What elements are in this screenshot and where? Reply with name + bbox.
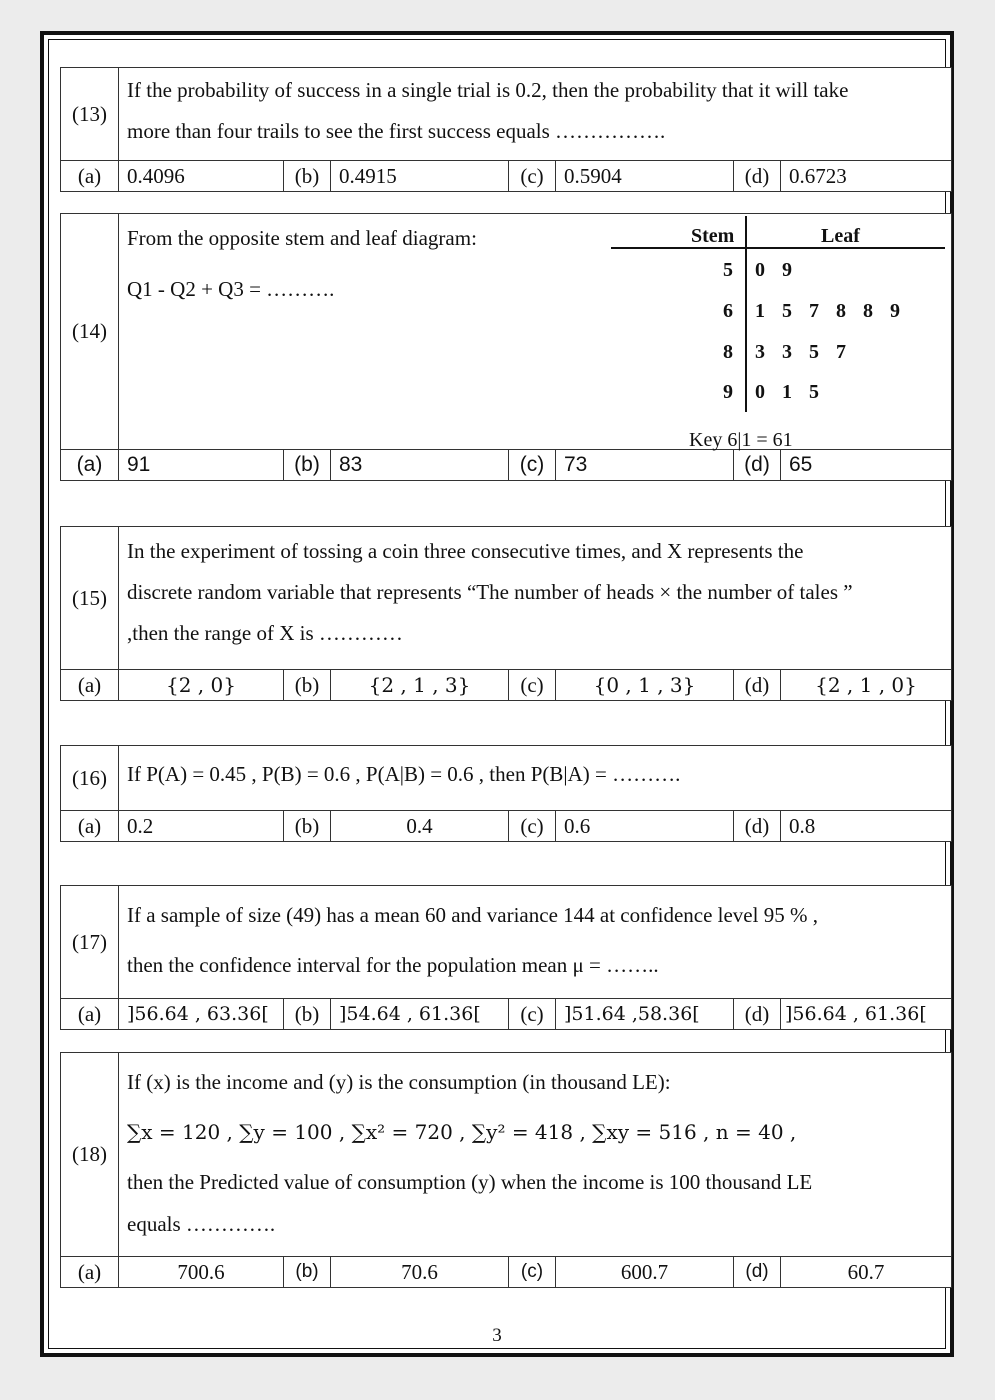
option-label-d: (d) xyxy=(734,450,781,480)
option-c[interactable]: {0 , 1 , 3} xyxy=(556,670,734,700)
question-14 xyxy=(60,213,952,481)
option-label-d: (d) xyxy=(734,999,781,1029)
option-b[interactable]: 0.4915 xyxy=(331,161,509,191)
header-divider xyxy=(611,247,945,249)
option-b[interactable]: 83 xyxy=(331,450,509,480)
question-text xyxy=(119,746,951,810)
option-b[interactable]: 0.4 xyxy=(331,811,509,841)
stem-leaf-row xyxy=(611,291,947,321)
stem-leaf-row xyxy=(611,332,947,362)
stem-header: Stem xyxy=(691,225,735,247)
option-label-a: (a) xyxy=(61,450,119,480)
answer-row xyxy=(61,999,951,1029)
answer-row xyxy=(61,450,951,480)
option-d[interactable]: {2 , 1 , 0} xyxy=(815,673,917,697)
page-inner-border xyxy=(48,39,946,1349)
option-c[interactable]: 0.5904 xyxy=(556,161,734,191)
question-line: If (x) is the income and (y) is the consumption (in thousand LE): xyxy=(127,1070,671,1094)
answer-row xyxy=(61,811,951,841)
option-label-c: (c) xyxy=(509,670,556,700)
option-label-b: (b) xyxy=(284,450,331,480)
stem-leaf-row xyxy=(611,250,947,280)
question-number: (18) xyxy=(61,1053,119,1256)
question-number: (15) xyxy=(61,527,119,669)
leaf-values: 0 1 5 xyxy=(755,381,825,403)
stem-value: 8 xyxy=(723,341,733,363)
question-text xyxy=(119,214,951,449)
question-text xyxy=(119,1053,951,1256)
question-line: more than four trails to see the first success equals ……………. xyxy=(127,119,666,143)
stem-leaf-diagram xyxy=(611,216,947,451)
option-a[interactable]: 0.4096 xyxy=(119,161,284,191)
question-line: then the Predicted value of consumption (y) when the income is 100 thousand LE xyxy=(127,1170,813,1194)
option-c[interactable]: ]51.64 ,58.36[ xyxy=(556,999,734,1029)
option-label-b: (b) xyxy=(284,999,331,1029)
option-label-d: (d) xyxy=(734,161,781,191)
question-number: (16) xyxy=(61,746,119,810)
page-number: 3 xyxy=(492,1325,502,1346)
option-d[interactable]: 0.8 xyxy=(789,813,816,838)
question-text xyxy=(119,886,951,998)
option-label-d: (d) xyxy=(734,1257,781,1287)
answer-row xyxy=(61,1257,951,1287)
option-c[interactable]: 0.6 xyxy=(556,811,734,841)
leaf-values: 0 9 xyxy=(755,259,798,281)
option-label-c: (c) xyxy=(509,1257,556,1287)
exam-page xyxy=(40,31,954,1357)
question-15 xyxy=(60,526,952,701)
option-label-d: (d) xyxy=(734,811,781,841)
leaf-values: 1 5 7 8 8 9 xyxy=(755,300,906,322)
option-label-a: (a) xyxy=(61,999,119,1029)
stem-leaf-row xyxy=(611,372,947,402)
leaf-header: Leaf xyxy=(821,225,860,247)
option-d[interactable]: 60.7 xyxy=(847,1259,885,1284)
option-a[interactable]: 700.6 xyxy=(119,1257,284,1287)
option-d[interactable]: 65 xyxy=(789,453,813,476)
question-13 xyxy=(60,67,952,192)
option-c[interactable]: 73 xyxy=(556,450,734,480)
question-line: If a sample of size (49) has a mean 60 and variance 144 at confidence level 95 % , xyxy=(127,903,818,927)
option-d[interactable]: ]56.64 , 61.36[ xyxy=(785,1003,927,1025)
stem-value: 6 xyxy=(723,300,733,322)
question-text xyxy=(119,527,951,669)
option-a[interactable]: 0.2 xyxy=(119,811,284,841)
option-d[interactable]: 0.6723 xyxy=(789,163,847,188)
question-line: From the opposite stem and leaf diagram: xyxy=(127,226,477,250)
question-line: Q1 - Q2 + Q3 = ………. xyxy=(127,277,335,301)
option-label-b: (b) xyxy=(284,811,331,841)
option-b[interactable]: {2 , 1 , 3} xyxy=(331,670,509,700)
option-label-a: (a) xyxy=(61,1257,119,1287)
question-line: equals …………. xyxy=(127,1212,276,1236)
stem-leaf-key: Key 6|1 = 61 xyxy=(689,429,793,451)
question-number: (13) xyxy=(61,68,119,160)
option-label-a: (a) xyxy=(61,670,119,700)
option-label-c: (c) xyxy=(509,999,556,1029)
option-a[interactable]: 91 xyxy=(119,450,284,480)
option-b[interactable]: ]54.64 , 61.36[ xyxy=(331,999,509,1029)
leaf-values: 3 3 5 7 xyxy=(755,341,852,363)
question-number: (14) xyxy=(61,214,119,449)
question-line: In the experiment of tossing a coin three consecutive times, and X represents the xyxy=(127,539,804,563)
option-label-a: (a) xyxy=(61,811,119,841)
question-line: discrete random variable that represents “The number of heads × the number of tales ” xyxy=(127,580,853,604)
option-label-b: (b) xyxy=(284,1257,331,1287)
option-label-c: (c) xyxy=(509,811,556,841)
question-17 xyxy=(60,885,952,1030)
question-line: ∑x = 120 , ∑y = 100 , ∑x² = 720 , ∑y² = 418 , ∑xy = 516 , n = 40 , xyxy=(127,1120,797,1144)
option-label-b: (b) xyxy=(284,161,331,191)
question-line: ,then the range of X is ………… xyxy=(127,621,403,645)
option-label-d: (d) xyxy=(734,670,781,700)
option-label-c: (c) xyxy=(509,450,556,480)
question-number: (17) xyxy=(61,886,119,998)
answer-row xyxy=(61,161,951,191)
question-line: If P(A) = 0.45 , P(B) = 0.6 , P(A|B) = 0.6 , then P(B|A) = ………. xyxy=(127,762,681,786)
answer-row xyxy=(61,670,951,700)
option-label-a: (a) xyxy=(61,161,119,191)
question-18 xyxy=(60,1052,952,1288)
stem-value: 5 xyxy=(723,259,733,281)
option-b[interactable]: 70.6 xyxy=(331,1257,509,1287)
question-line: If the probability of success in a single trial is 0.2, then the probability that it will take xyxy=(127,78,849,102)
option-a[interactable]: ]56.64 , 63.36[ xyxy=(119,999,284,1029)
question-line: then the confidence interval for the population mean μ = …….. xyxy=(127,953,659,977)
option-label-c: (c) xyxy=(509,161,556,191)
stem-value: 9 xyxy=(723,381,733,403)
question-16 xyxy=(60,745,952,842)
question-text xyxy=(119,68,951,160)
option-label-b: (b) xyxy=(284,670,331,700)
option-c[interactable]: 600.7 xyxy=(556,1257,734,1287)
option-a[interactable]: {2 , 0} xyxy=(119,670,284,700)
